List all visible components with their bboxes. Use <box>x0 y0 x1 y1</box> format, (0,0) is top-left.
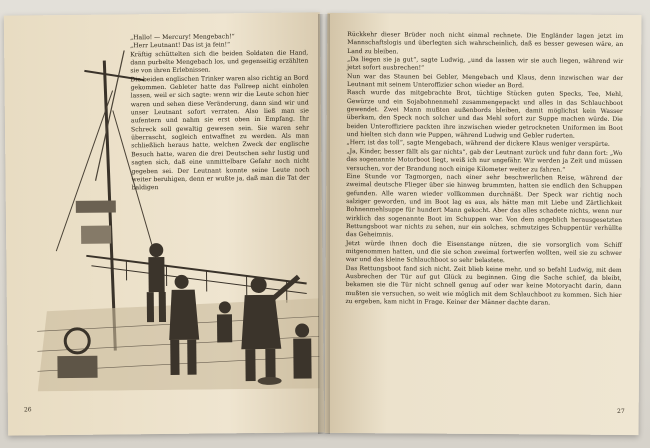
open-booklet <box>6 14 644 440</box>
book-gutter <box>318 14 330 434</box>
right-page-text <box>345 31 623 308</box>
paragraph: Kräftig schüttelten sich die beiden Soldaten die Hand, dann purbelte Mengebach los, und gegenseitig erzählten sie von ihren Erlebnissen. <box>130 49 309 75</box>
paragraph: „Herr, ist das toll“, sagte Mengebach, während der dickere Klaus weniger verspürte. <box>346 139 610 149</box>
paragraph: Das Rettungsboot fand sich nicht. Zeit blieb keine mehr, und so befahl Ludwig, mit dem Ausbrechen der Tür auf gut Glück zu beginnen. Ging die Sache schief, da bleibt, bekamen sie die Tür nicht schnell genug auf oder war keine Motoryacht darin, dann mußten sie versuchen, so weit wie möglich mit dem Schlauchboot zu kommen. Sich hier zu ergeben, kam nicht in Frage. Keiner der Männer dachte daran. <box>345 264 622 307</box>
paragraph: Rückkehr dieser Brüder noch nicht einmal rechnete. Die Engländer lagen jetzt im Mannschaftslogis und überlegten sich wahrscheinlich, daß es besser gewesen wäre, an Land zu bleiben. <box>347 31 624 56</box>
paragraph: Jetzt würde ihnen doch die Eisenstange nützen, die sie vorsorglich vom Schiff mitgenommen hatten, und die sie schon zweimal fortwerfen wollten, weil sie zu schwer war und das kleine Schlauchboot so sehr belastete. <box>345 239 622 265</box>
paragraph: Nun war das Staunen bei Gebler, Mengebach und Klaus, denn inzwischen war der Leutnant mit seinem Unteroffizier schon wieder an Bord. <box>346 72 624 90</box>
paragraph: „Ja, Kinder, besser fällt als gar nichts“, gab der Leutnant zurück und fuhr dann fort: „Wo das sogenannte Motorboot liegt, weiß ich nur ungefähr. Wir werden ja Zeit und müssen versuchen, vor der Brandung noch einige Kilometer weiter zu fahren.“ <box>346 147 623 174</box>
paragraph: „Herr Leutnant! Das ist ja fein!“ <box>130 41 231 50</box>
right-page <box>325 13 642 435</box>
page-number: 26 <box>23 406 32 414</box>
page-number: 27 <box>617 407 625 415</box>
left-page-text <box>130 32 310 192</box>
paragraph: Eine Stunde vor Tagmorgen, nach einer sehr beschwerlichen Reise, während der zweimal deutsche Flieger über sie hinweg brummten, hatten sie endlich den Schuppen gefunden. Alle waren wieder vollkommen durchnäßt. Der Speck war richtig noch salziger geworden, und im Boot lag es aus, als hätte man mit Liebe und Zärtlichkeit Bohnenmehlsuppe für hundert Mann gekocht. Aber das alles schadete nichts, wenn nur wirklich das sogenannte Boot im Schuppen war. Von dem angeblich herausgesetzten Rettungsboot war nichts zu sehen, nur ein solches, schmutziges Schuppentür verhüllte das Geheimnis. <box>345 172 623 239</box>
paragraph: „Da liegen sie ja gut“, sagte Ludwig, „und da lassen wir sie auch liegen, während wir jetzt sofort ausbrechen!“ <box>347 56 624 72</box>
left-page <box>4 12 324 435</box>
paragraph: Rasch wurde das mitgebrachte Brot, tüchtige Stücken guten Specks, Tee, Mehl, Gewürze und ein Sojabohnenmehl zusammengepackt und alles in das Schlauchboot gewendet. Zwei Mann mußten außenbords bleiben, damit möglichst kein Wasser überkam, den Speck noch solcher und das Mehl sofort zur Suppe machen würde. Die beiden Unteroffiziere packten ihre inzwischen wieder getrockneten Uniformen im Boot und hielten sich dann wie Puppen, während Ludwig und Gebler ruderten. <box>346 89 623 140</box>
paragraph: Die beiden englischen Trinker waren also richtig an Bord gekommen. Gebleter hatte das Fallreep nicht einholen lassen, weil er sich sagte: wenn wir die Leute schon hier waren und sehen diese Veränderung, dann sind wir und unser Leutnant sofort verraten. Also ließ man sie aufentern und nahm sie erst oben in Empfang. Ihr Schreck soll gewaltig gewesen sein. Sie waren sehr überrascht, sogleich entwaffnet zu werden. Als man schließlich heraus hatte, welchen Zweck der englische Besuch hatte, waren die drei Deutschen sehr lustig und sagten sich, daß eine unmittelbare Gefahr noch nicht gegeben sei. Der Leutnant konnte seine Leute noch weiter beruhigen, denn er wußte ja, daß man die Tat der baldigen <box>130 74 310 192</box>
paragraph: „Hallo! — Mercury! Mengebach!“ <box>130 33 235 42</box>
